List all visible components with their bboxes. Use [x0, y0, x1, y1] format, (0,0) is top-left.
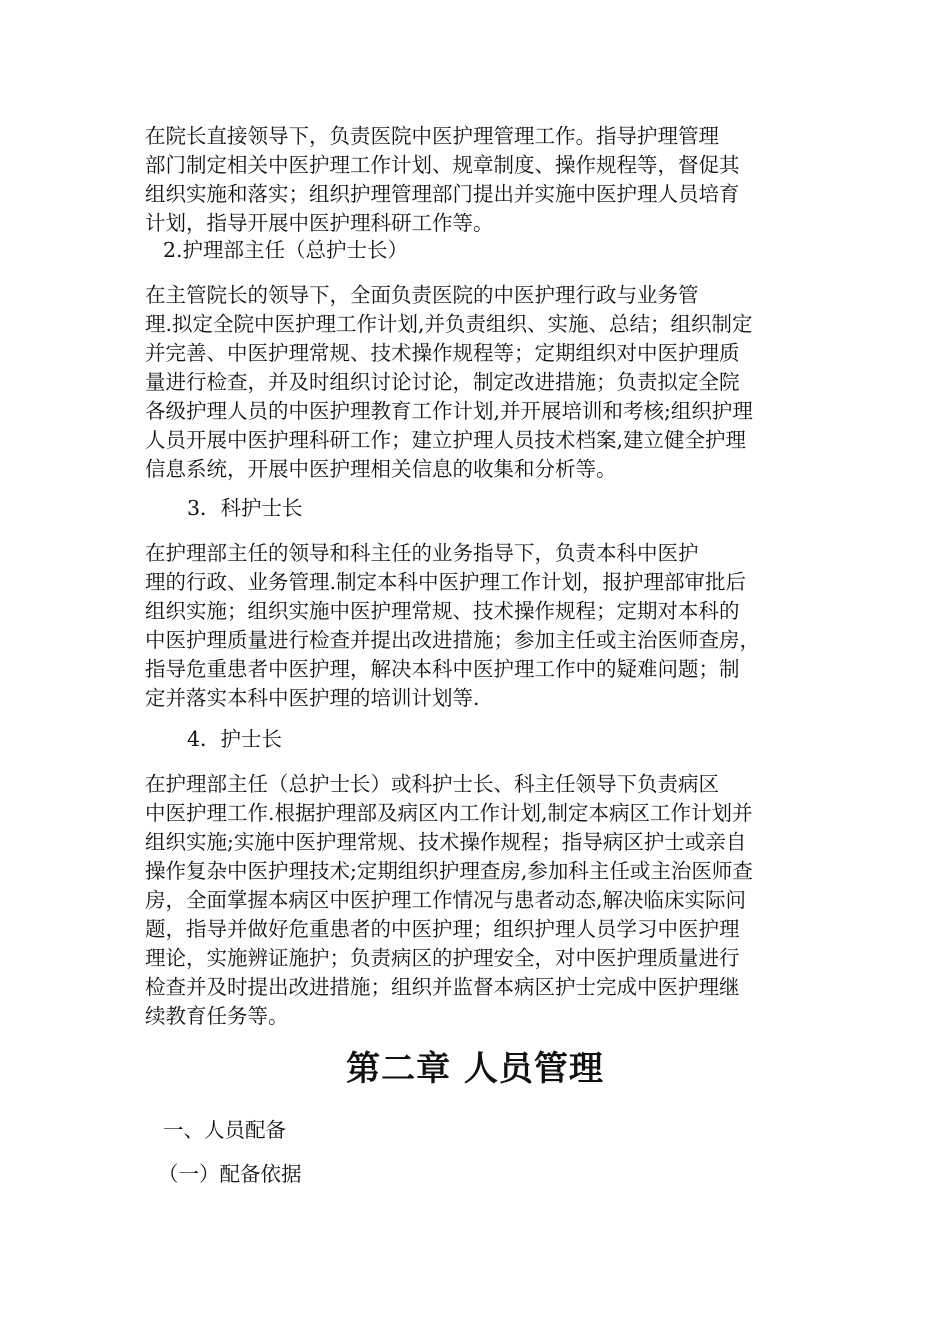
- text-line: 在护理部主任（总护士长）或科护士长、科主任领导下负责病区: [145, 772, 719, 796]
- text-line: 在院长直接领导下，负责医院中医护理管理工作。指导护理管理: [145, 124, 719, 148]
- section-heading: 一、人员配备: [163, 1118, 286, 1142]
- paragraph-director-duties: [145, 122, 810, 238]
- paragraph-nursing-director: [145, 281, 810, 484]
- heading-head-nurse: 4．护士长: [187, 727, 283, 751]
- text-line: 房，全面掌握本病区中医护理工作情况与患者动态,解决临床实际问: [145, 888, 747, 912]
- text-line: 组织实施;实施中医护理常规、技术操作规程；指导病区护士或亲自: [145, 830, 747, 854]
- text-line: 在护理部主任的领导和科主任的业务指导下，负责本科中医护: [145, 541, 699, 565]
- text-line: 在主管院长的领导下，全面负责医院的中医护理行政与业务管: [145, 283, 699, 307]
- text-line: 题，指导并做好危重患者的中医护理；组织护理人员学习中医护理: [145, 917, 740, 941]
- text-line: 组织实施和落实；组织护理管理部门提出并实施中医护理人员培育: [145, 182, 740, 206]
- text-line: 定并落实本科中医护理的培训计划等.: [145, 686, 480, 710]
- paragraph-department-head-nurse: [145, 539, 810, 713]
- chapter-title: 第二章 人员管理: [346, 1049, 604, 1089]
- text-line: 操作复杂中医护理技术;定期组织护理查房,参加科主任或主治医师查: [145, 859, 753, 883]
- heading-department-head-nurse: 3．科护士长: [187, 496, 303, 520]
- text-line: 中医护理质量进行检查并提出改进措施；参加主任或主治医师查房，: [145, 628, 760, 652]
- text-line: 中医护理工作.根据护理部及病区内工作计划,制定本病区工作计划并: [145, 801, 753, 825]
- text-line: 信息系统，开展中医护理相关信息的收集和分析等。: [145, 457, 617, 481]
- text-line: 续教育任务等。: [145, 1004, 289, 1028]
- text-line: 理的行政、业务管理.制定本科中医护理工作计划，报护理部审批后: [145, 570, 747, 594]
- text-line: 各级护理人员的中医护理教育工作计划,并开展培训和考核;组织护理: [145, 399, 753, 423]
- text-line: 检查并及时提出改进措施；组织并监督本病区护士完成中医护理继: [145, 975, 740, 999]
- text-line: 指导危重患者中医护理，解决本科中医护理工作中的疑难问题；制: [145, 657, 740, 681]
- heading-nursing-director: 2.护理部主任（总护士长）: [163, 238, 409, 262]
- text-line: 理.拟定全院中医护理工作计划,并负责组织、实施、总结；组织制定: [145, 312, 753, 336]
- text-line: 部门制定相关中医护理工作计划、规章制度、操作规程等，督促其: [145, 153, 740, 177]
- text-line: 组织实施；组织实施中医护理常规、技术操作规程；定期对本科的: [145, 599, 740, 623]
- subsection-heading: （一）配备依据: [158, 1162, 302, 1186]
- paragraph-head-nurse: [145, 770, 810, 1031]
- text-line: 量进行检查，并及时组织讨论讨论，制定改进措施；负责拟定全院: [145, 370, 740, 394]
- text-line: 人员开展中医护理科研工作；建立护理人员技术档案,建立健全护理: [145, 428, 747, 452]
- text-line: 计划，指导开展中医护理科研工作等。: [145, 211, 494, 235]
- text-line: 理论，实施辨证施护；负责病区的护理安全，对中医护理质量进行: [145, 946, 740, 970]
- text-line: 并完善、中医护理常规、技术操作规程等；定期组织对中医护理质: [145, 341, 740, 365]
